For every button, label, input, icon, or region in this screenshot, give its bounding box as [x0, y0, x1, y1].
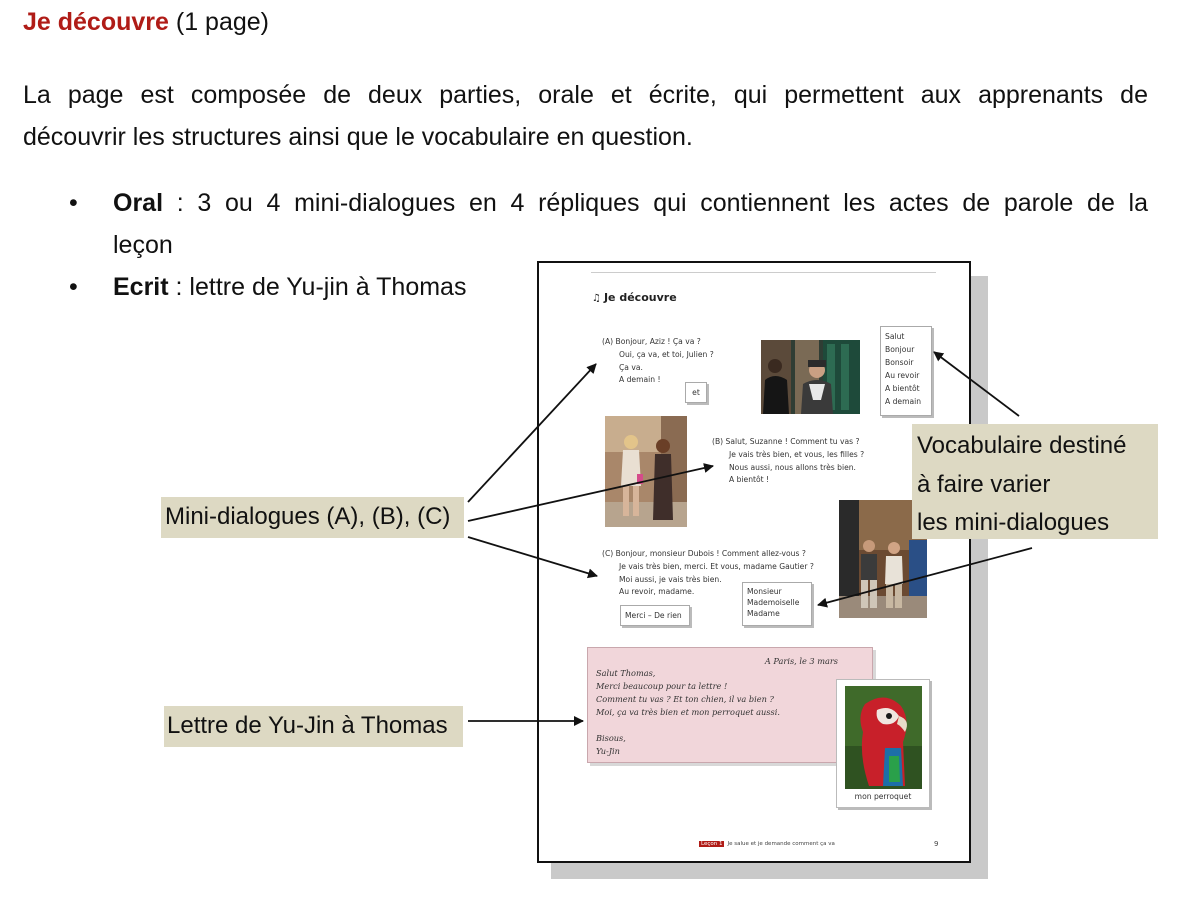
dialogue-line: (C) Bonjour, monsieur Dubois ! Comment allez-vous ? [602, 549, 806, 558]
arrow-to-dialogue-a [468, 364, 596, 502]
vocab-item: Salut [885, 332, 905, 341]
dialogue-line: Ça va. [619, 362, 643, 372]
letter-line: Comment tu vas ? Et ton chien, il va bien ? [596, 694, 774, 704]
arrow-to-vocab-list [934, 352, 1019, 416]
dialogue-line: Au revoir, madame. [619, 587, 695, 597]
section-title-suffix: (1 page) [175, 8, 269, 36]
arrow-to-titles-box [818, 548, 1032, 605]
intro-line-2: découvrir les structures ainsi que le vocabulaire en question. [23, 123, 693, 151]
callout-mini-dialogues: Mini-dialogues (A), (B), (C) [161, 497, 464, 538]
letter-signature: Yu-Jin [596, 746, 620, 756]
vocab-item: Bonsoir [885, 358, 914, 367]
vocab-item: A demain [885, 397, 922, 406]
section-title: Je découvre [23, 8, 169, 36]
arrow-to-dialogue-c [468, 537, 597, 576]
letter-line: Merci beaucoup pour ta lettre ! [596, 681, 728, 691]
dialogue-line: Nous aussi, nous allons très bien. [729, 462, 856, 472]
letter-date: A Paris, le 3 mars [764, 656, 838, 666]
callout-line: les mini-dialogues [917, 509, 1110, 536]
vocab-item: Monsieur [747, 587, 782, 596]
dialogue-line: Je vais très bien, merci. Et vous, madame Gautier ? [619, 561, 814, 571]
headphones-icon: ♫ [592, 293, 601, 304]
vocab-box-text: et [692, 388, 700, 397]
intro-line-1: La page est composée de deux parties, orale et écrite, qui permettent aux apprenants de [23, 81, 1148, 109]
footer-text: Je salue et je demande comment ça va [727, 841, 835, 847]
bullet-term: Oral [113, 189, 164, 217]
vocab-item: Madame [747, 609, 780, 618]
bullet-oral-line-2: leçon [113, 231, 173, 259]
bullet-text: : lettre de Yu-jin à Thomas [168, 273, 467, 301]
dialogue-line: Moi aussi, je vais très bien. [619, 574, 722, 584]
parrot-caption: mon perroquet [854, 792, 912, 801]
vocab-item: Mademoiselle [747, 598, 800, 607]
vocab-item: A bientôt [885, 384, 920, 393]
dialogue-line: Je vais très bien, et vous, les filles ? [729, 449, 865, 459]
callout-lettre: Lettre de Yu-Jin à Thomas [164, 706, 463, 747]
vocab-item: Au revoir [885, 371, 920, 380]
dialogue-line: (B) Salut, Suzanne ! Comment tu vas ? [712, 437, 860, 446]
bullet-dot-icon: • [69, 189, 78, 217]
vocab-item: Bonjour [885, 345, 915, 354]
callout-line: à faire varier [917, 470, 1051, 498]
letter-line: Moi, ça va très bien et mon perroquet aussi. [596, 707, 780, 717]
lesson-tag: Leçon 1 [701, 841, 723, 847]
bullet-dot-icon: • [69, 273, 78, 301]
dialogue-line: Oui, ça va, et toi, Julien ? [619, 349, 714, 359]
arrow-to-dialogue-b [468, 466, 713, 521]
letter-closing: Bisous, [596, 733, 626, 743]
dialogue-line: (A) Bonjour, Aziz ! Ça va ? [602, 337, 701, 346]
vocab-box-text: Merci – De rien [625, 611, 682, 620]
dialogue-line: A bientôt ! [729, 475, 770, 485]
dialogue-line: A demain ! [619, 375, 661, 385]
page-number: 9 [934, 840, 939, 848]
thumbnail-title-text: Je découvre [603, 291, 677, 304]
bullet-term: Ecrit [113, 273, 169, 301]
callout-line: Vocabulaire destiné [917, 432, 1127, 459]
bullet-text: : 3 ou 4 mini-dialogues en 4 répliques qui contiennent les actes de parole de la [163, 189, 1148, 217]
letter-line: Salut Thomas, [596, 668, 656, 678]
